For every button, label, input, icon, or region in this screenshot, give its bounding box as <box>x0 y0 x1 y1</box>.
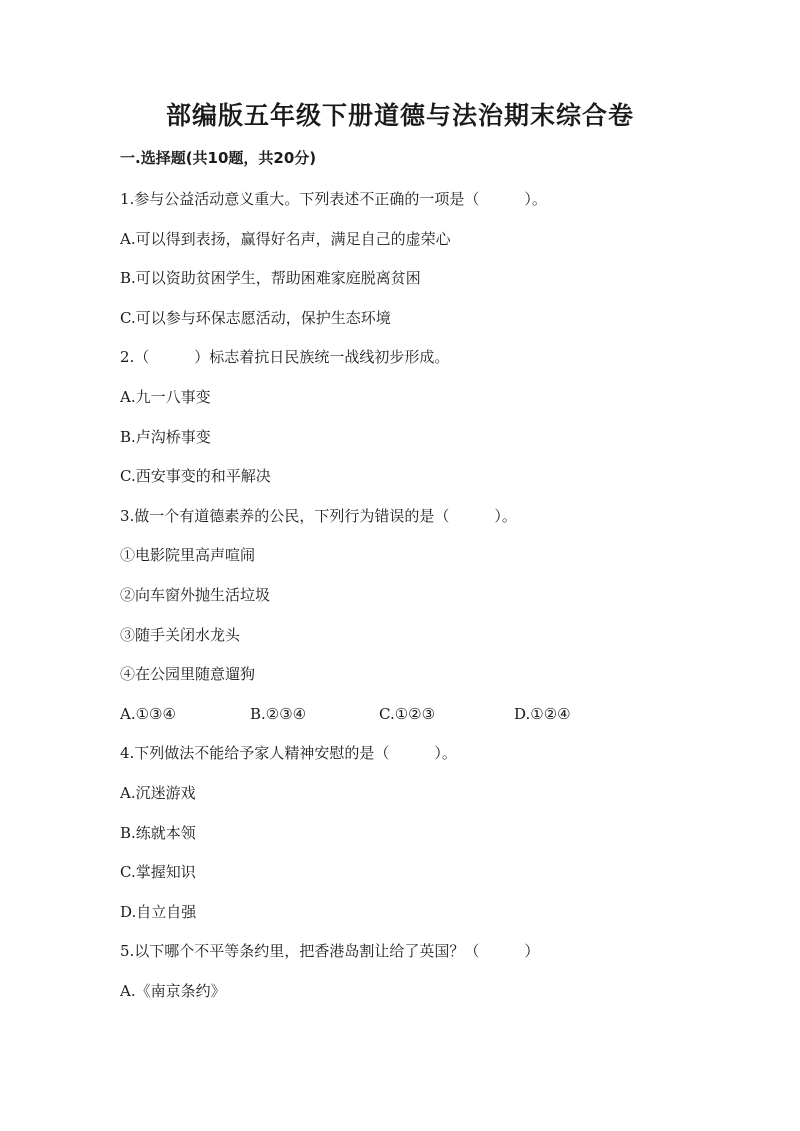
question-2-option-b: B.卢沟桥事变 <box>120 427 211 446</box>
section-heading: 一.选择题(共10题，共20分) <box>120 149 317 167</box>
question-4-option-b: B.练就本领 <box>120 823 196 842</box>
question-5-stem: 5.以下哪个不平等条约里，把香港岛割让给了英国？（ ） <box>120 942 540 961</box>
question-3-statement-3: ③随手关闭水龙头 <box>120 625 241 644</box>
question-3-statement-2: ②向车窗外抛生活垃圾 <box>120 585 271 604</box>
question-3-stem: 3.做一个有道德素养的公民，下列行为错误的是（ ）。 <box>120 506 517 525</box>
question-3-option-b: B.②③④ <box>250 704 307 723</box>
question-3-statement-4: ④在公园里随意遛狗 <box>120 665 256 684</box>
question-5-option-a: A.《南京条约》 <box>120 981 226 1000</box>
question-2-option-a: A.九一八事变 <box>120 387 211 406</box>
question-4-option-a: A.沉迷游戏 <box>120 783 196 802</box>
question-4-option-c: C.掌握知识 <box>120 863 196 882</box>
question-1-option-b: B.可以资助贫困学生，帮助困难家庭脱离贫困 <box>120 269 421 288</box>
question-1-option-c: C.可以参与环保志愿活动，保护生态环境 <box>120 308 391 327</box>
question-3-option-d: D.①②④ <box>514 704 571 723</box>
question-3-option-c: C.①②③ <box>379 704 436 723</box>
exam-title: 部编版五年级下册道德与法治期末综合卷 <box>165 101 634 130</box>
question-4-option-d: D.自立自强 <box>120 902 197 921</box>
question-2-stem: 2.（ ）标志着抗日民族统一战线初步形成。 <box>120 348 450 367</box>
question-2-option-c: C.西安事变的和平解决 <box>120 467 271 486</box>
question-3-options-row <box>120 695 720 735</box>
question-3-option-a: A.①③④ <box>120 704 176 723</box>
question-3-statement-1: ①电影院里高声喧闹 <box>120 546 256 565</box>
question-1-option-a: A.可以得到表扬，赢得好名声，满足自己的虚荣心 <box>120 229 451 248</box>
question-4-stem: 4.下列做法不能给予家人精神安慰的是（ ）。 <box>120 744 457 763</box>
question-1-stem: 1.参与公益活动意义重大。下列表述不正确的一项是（ ）。 <box>120 190 547 208</box>
question-list <box>120 180 720 1011</box>
